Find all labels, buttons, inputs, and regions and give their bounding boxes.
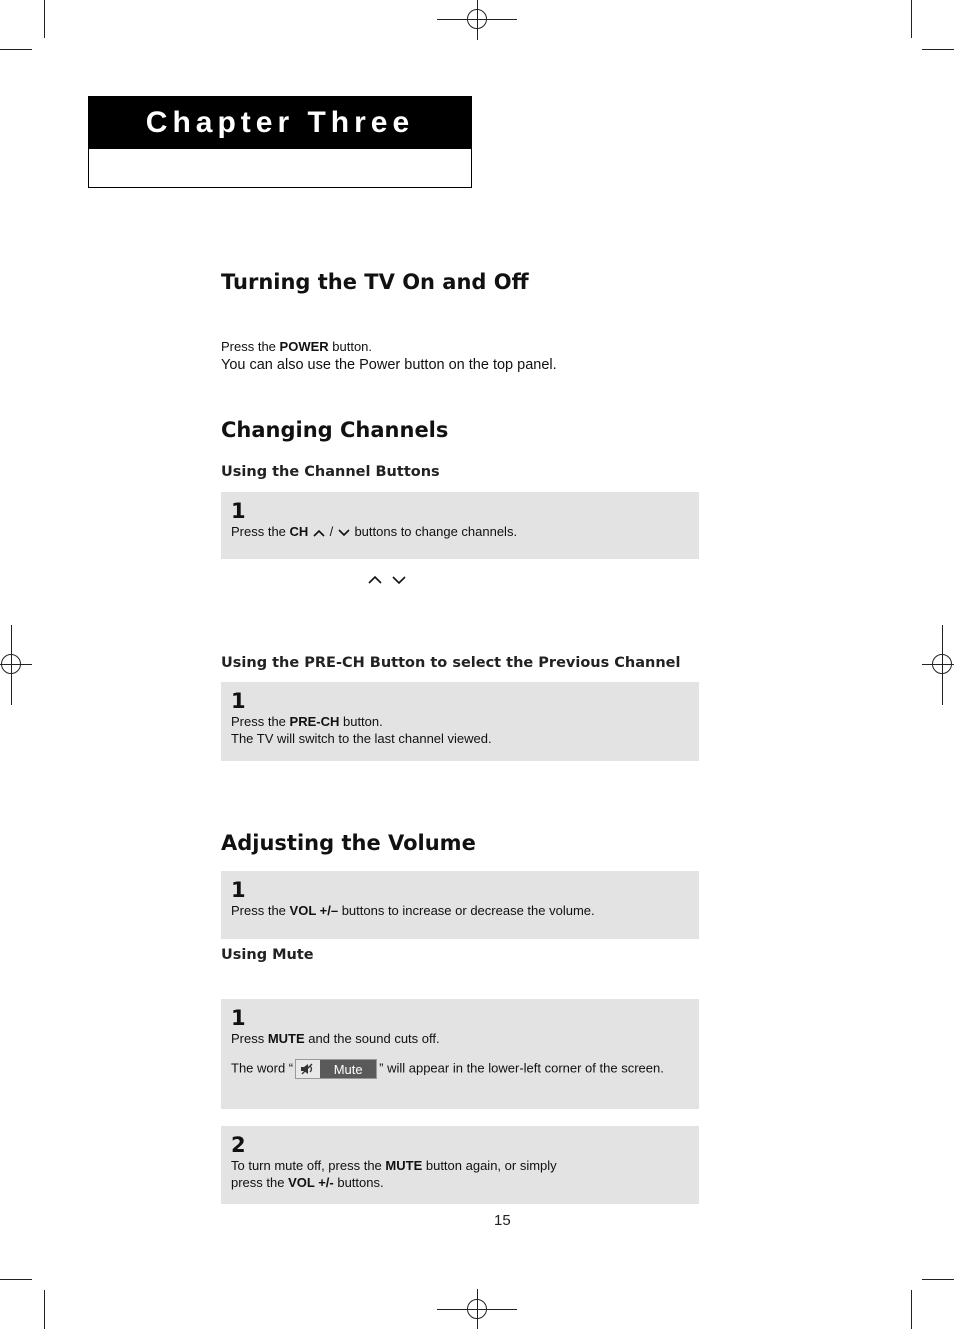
page-number: 15: [494, 1212, 511, 1229]
pre-ch-step-1: [221, 682, 699, 761]
chevron-up-icon: [367, 574, 383, 586]
step-text: Press MUTE and the sound cuts off.: [231, 1031, 440, 1046]
step-text-2: The TV will switch to the last channel viewed.: [231, 731, 492, 746]
step-number: 1: [231, 499, 246, 523]
step-text: Press the CH / buttons to change channels.: [231, 524, 518, 539]
step-number: 1: [231, 689, 246, 713]
power-instruction: Press the POWER button.: [221, 339, 373, 354]
subheading-channel-buttons: Using the Channel Buttons: [221, 464, 440, 480]
step-text: Press the PRE-CH button.: [231, 714, 383, 729]
step-number: 1: [231, 878, 246, 902]
step-text: To turn mute off, press the MUTE button again, or simply: [231, 1158, 557, 1173]
chevron-down-icon: [391, 574, 407, 586]
step-number: 2: [231, 1133, 246, 1157]
chevron-up-icon: [312, 528, 326, 538]
channel-step-1: [221, 492, 699, 559]
chevron-down-icon: [337, 528, 351, 538]
step-number: 1: [231, 1006, 246, 1030]
step-text-2: press the VOL +/- buttons.: [231, 1175, 384, 1190]
power-note: You can also use the Power button on the top panel.: [221, 357, 557, 373]
section-heading-power: Turning the TV On and Off: [221, 270, 529, 294]
section-heading-volume: Adjusting the Volume: [221, 831, 476, 855]
subheading-pre-ch: Using the PRE-CH Button to select the Previous Channel: [221, 655, 681, 671]
speaker-muted-icon: [296, 1060, 320, 1078]
channel-arrows-illustration: [367, 573, 407, 591]
chapter-header: [88, 96, 472, 188]
subheading-mute: Using Mute: [221, 947, 314, 963]
mute-step-2: [221, 1126, 699, 1204]
mute-onscreen-badge: Mute: [295, 1059, 377, 1079]
section-heading-channels: Changing Channels: [221, 418, 449, 442]
mute-step-1: [221, 999, 699, 1109]
chapter-title: Chapter Three: [89, 97, 471, 149]
volume-step-1: [221, 871, 699, 939]
step-text: Press the VOL +/– buttons to increase or decrease the volume.: [231, 903, 595, 918]
step-text-2: The word “ Mute ” will appear in the lower-left corner of the screen.: [231, 1059, 689, 1079]
